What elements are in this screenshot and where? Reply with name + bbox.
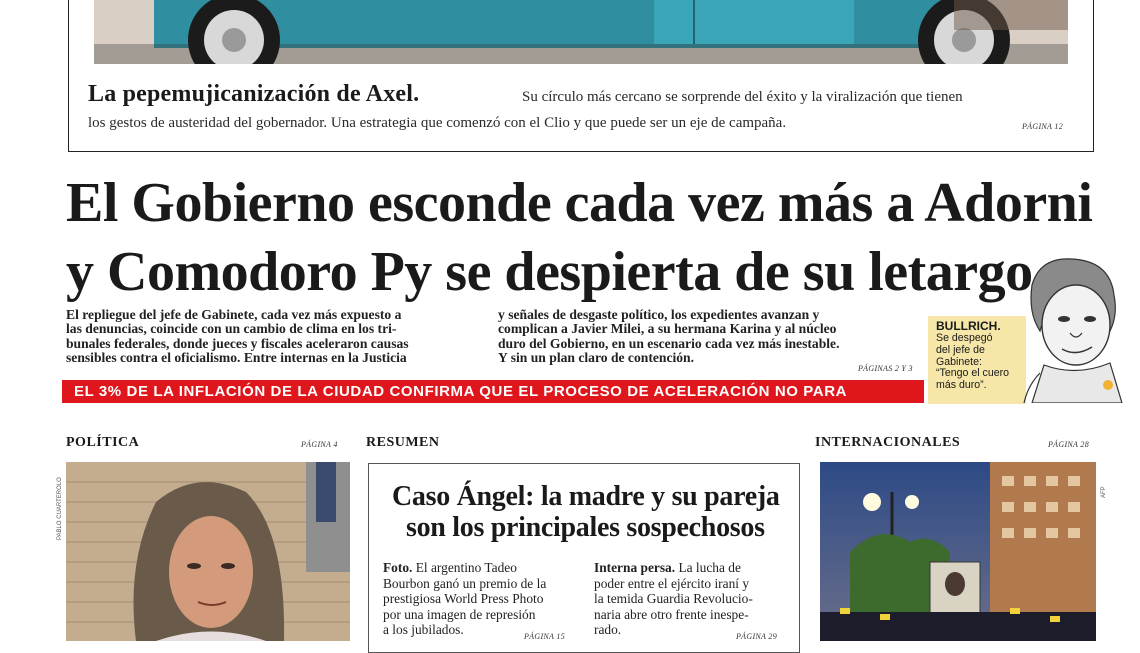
brief-first-line — [594, 560, 753, 576]
brief-lead: Interna persa. — [594, 560, 676, 575]
axel-lede-line-2: los gestos de austeridad del gobernador. Una estrategia que comenzó con el Clio y que puede ser un eje de campaña. — [88, 115, 787, 131]
brief-first-text: El argentino Tadeo — [412, 560, 517, 575]
bullrich-caricature — [1010, 255, 1140, 403]
axel-page-ref[interactable]: PÁGINA 12 — [1022, 122, 1063, 131]
brief-lead: Foto. — [383, 560, 413, 575]
caricature-caption — [936, 333, 1009, 392]
caption-line: Se despegó — [936, 332, 993, 344]
main-headline-line-2[interactable]: y Comodoro Py se despierta de su letargo — [66, 241, 1033, 303]
main-lede-right — [498, 308, 839, 366]
brief-line: Bourbon ganó un premio de la — [383, 575, 547, 591]
caption-line: “Tengo el cuero — [936, 367, 1010, 380]
lede-line: duro del Gobierno, en un escenario cada vez más inestable. — [498, 335, 840, 351]
caricature-name: BULLRICH. — [936, 319, 1001, 333]
section-internacionales[interactable]: INTERNACIONALES — [815, 435, 961, 450]
lede-line: El repliegue del jefe de Gabinete, cada vez más expuesto a — [66, 307, 402, 322]
banner-text[interactable]: EL 3% DE LA INFLACIÓN DE LA CIUDAD CONFIRMA QUE EL PROCESO DE ACELERACIÓN NO PARA — [74, 383, 848, 400]
lede-line: Y sin un plan claro de contención. — [498, 350, 695, 366]
brief-line: rado. — [594, 622, 622, 637]
brief-line: poder entre el ejército iraní y — [594, 575, 750, 591]
photo-credit-politica-text: PABLO CUARTEROLO — [57, 477, 63, 540]
brief-line: naria abre otro frente inespe- — [594, 606, 749, 622]
caption-line: Gabinete: — [936, 355, 982, 368]
main-lede-left — [66, 308, 409, 366]
photo-credit-politica — [54, 462, 64, 542]
brief-line: por una imagen de represión — [383, 606, 536, 622]
brief-foto[interactable] — [383, 560, 546, 638]
section-politica[interactable]: POLÍTICA — [66, 435, 140, 450]
lede-line: las denuncias, coincide con un cambio de clima en los tri- — [66, 321, 397, 337]
photo-credit-internacionales — [1098, 462, 1108, 502]
politica-page-ref[interactable]: PÁGINA 4 — [301, 440, 338, 449]
brief-first-line — [383, 560, 546, 576]
internacionales-photo[interactable] — [820, 462, 1096, 641]
photo-credit-internacionales-text: AFP — [1101, 486, 1107, 498]
internacionales-page-ref[interactable]: PÁGINA 28 — [1048, 440, 1089, 449]
lede-line: y señales de desgaste político, los expedientes avanzan y — [498, 307, 820, 322]
lede-line: sensibles contra el oficialismo. Entre internas en la Justicia — [66, 350, 407, 366]
caption-line: del jefe de — [936, 343, 985, 356]
brief-foto-page-ref[interactable]: PÁGINA 15 — [524, 632, 565, 641]
brief-interna-persa[interactable] — [594, 560, 753, 638]
axel-lede-line-1: Su círculo más cercano se sorprende del éxito y la viralización que tienen — [522, 89, 963, 105]
lede-line: complican a Javier Milei, a su hermana Karina y al núcleo — [498, 321, 837, 337]
main-page-ref[interactable]: PÁGINAS 2 Y 3 — [858, 364, 913, 373]
car-photo — [94, 0, 1068, 64]
brief-line: prestigiosa World Press Photo — [383, 591, 544, 606]
brief-persa-page-ref[interactable]: PÁGINA 29 — [736, 632, 777, 641]
lede-line: bunales federales, donde jueces y fiscales aceleraron causas — [66, 335, 409, 351]
section-resumen[interactable]: RESUMEN — [366, 435, 440, 450]
resumen-headline-line-2[interactable]: son los principales sospechosos — [406, 512, 765, 543]
main-headline-line-1[interactable]: El Gobierno esconde cada vez más a Adorni — [66, 172, 1093, 234]
politica-photo[interactable] — [66, 462, 350, 641]
resumen-headline-line-1[interactable]: Caso Ángel: la madre y su pareja — [392, 481, 780, 512]
brief-line: la temida Guardia Revolucio- — [594, 591, 753, 606]
axel-headline[interactable]: La pepemujicanización de Axel. — [88, 81, 420, 107]
brief-first-text: La lucha de — [675, 560, 741, 575]
brief-line: a los jubilados. — [383, 622, 464, 637]
caption-line: más duro”. — [936, 379, 987, 392]
